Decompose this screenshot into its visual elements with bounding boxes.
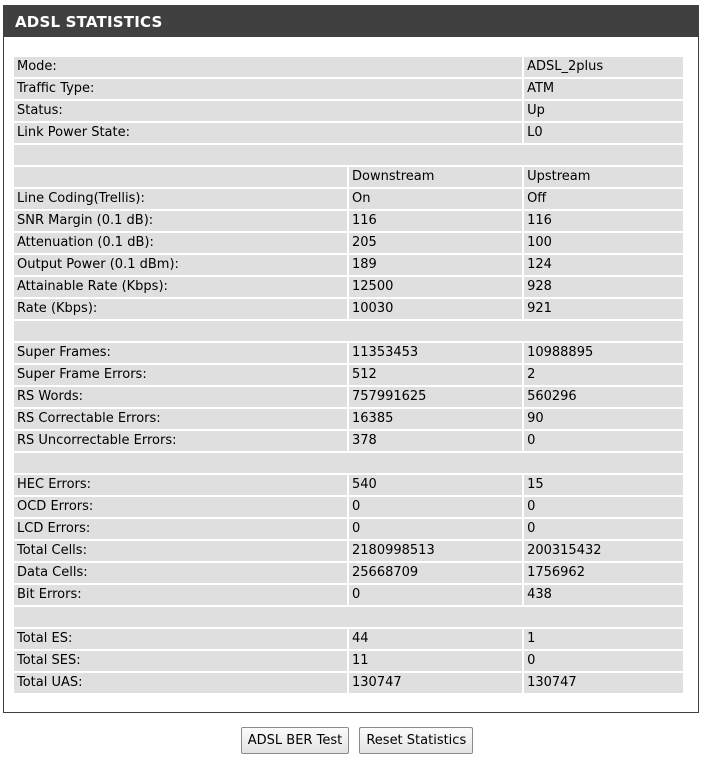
table-row xyxy=(14,233,683,253)
adsl-statistics-table xyxy=(12,55,685,695)
table-row xyxy=(14,387,683,407)
row-downstream: 16385 xyxy=(349,409,522,429)
link-power-state-value: L0 xyxy=(524,123,683,143)
row-upstream: 560296 xyxy=(524,387,683,407)
row-label: RS Uncorrectable Errors: xyxy=(14,431,347,451)
table-row xyxy=(14,255,683,275)
header-upstream: Upstream xyxy=(524,167,683,187)
row-label: Total UAS: xyxy=(14,673,347,693)
spacer-cell xyxy=(14,453,683,473)
row-upstream: 0 xyxy=(524,497,683,517)
row-upstream: 438 xyxy=(524,585,683,605)
row-upstream: 200315432 xyxy=(524,541,683,561)
row-downstream: 512 xyxy=(349,365,522,385)
row-upstream: 0 xyxy=(524,651,683,671)
table-row xyxy=(14,211,683,231)
table-row xyxy=(14,343,683,363)
row-downstream: 0 xyxy=(349,519,522,539)
spacer-row xyxy=(14,453,683,473)
row-label: Super Frames: xyxy=(14,343,347,363)
link-power-state-label: Link Power State: xyxy=(14,123,522,143)
row-downstream: 378 xyxy=(349,431,522,451)
row-downstream: 12500 xyxy=(349,277,522,297)
adsl-ber-test-button[interactable]: ADSL BER Test xyxy=(241,727,349,754)
row-upstream: 1 xyxy=(524,629,683,649)
row-downstream: 2180998513 xyxy=(349,541,522,561)
row-downstream: 10030 xyxy=(349,299,522,319)
row-downstream: 757991625 xyxy=(349,387,522,407)
row-upstream: 10988895 xyxy=(524,343,683,363)
mode-value: ADSL_2plus xyxy=(524,57,683,77)
row-downstream: 130747 xyxy=(349,673,522,693)
row-upstream: 2 xyxy=(524,365,683,385)
column-header-row xyxy=(14,167,683,187)
row-label: Data Cells: xyxy=(14,563,347,583)
traffic-type-value: ATM xyxy=(524,79,683,99)
mode-label: Mode: xyxy=(14,57,522,77)
row-downstream: 11353453 xyxy=(349,343,522,363)
row-upstream: 15 xyxy=(524,475,683,495)
table-row xyxy=(14,673,683,693)
reset-statistics-button[interactable]: Reset Statistics xyxy=(359,727,473,754)
row-label: Attenuation (0.1 dB): xyxy=(14,233,347,253)
row-label: OCD Errors: xyxy=(14,497,347,517)
row-label: Line Coding(Trellis): xyxy=(14,189,347,209)
status-value: Up xyxy=(524,101,683,121)
table-row xyxy=(14,585,683,605)
panel-header xyxy=(4,6,698,37)
row-upstream: 130747 xyxy=(524,673,683,693)
table-row xyxy=(14,563,683,583)
table-row xyxy=(14,497,683,517)
row-downstream: 25668709 xyxy=(349,563,522,583)
spacer-row xyxy=(14,607,683,627)
row-upstream: 0 xyxy=(524,519,683,539)
table-row xyxy=(14,123,683,143)
spacer-row xyxy=(14,321,683,341)
row-label: LCD Errors: xyxy=(14,519,347,539)
row-upstream: 100 xyxy=(524,233,683,253)
row-label: Total ES: xyxy=(14,629,347,649)
row-label: Attainable Rate (Kbps): xyxy=(14,277,347,297)
row-downstream: 0 xyxy=(349,585,522,605)
table-row xyxy=(14,57,683,77)
row-downstream: 540 xyxy=(349,475,522,495)
row-upstream: 928 xyxy=(524,277,683,297)
button-bar xyxy=(0,727,714,754)
spacer-row xyxy=(14,145,683,165)
row-upstream: 116 xyxy=(524,211,683,231)
row-downstream: 205 xyxy=(349,233,522,253)
row-label: Output Power (0.1 dBm): xyxy=(14,255,347,275)
row-downstream: 44 xyxy=(349,629,522,649)
table-row xyxy=(14,541,683,561)
status-label: Status: xyxy=(14,101,522,121)
table-row xyxy=(14,519,683,539)
table-row xyxy=(14,431,683,451)
panel-title: ADSL STATISTICS xyxy=(15,13,163,31)
row-label: HEC Errors: xyxy=(14,475,347,495)
table-row xyxy=(14,277,683,297)
row-upstream: Off xyxy=(524,189,683,209)
row-upstream: 1756962 xyxy=(524,563,683,583)
table-row xyxy=(14,365,683,385)
row-label: RS Correctable Errors: xyxy=(14,409,347,429)
row-downstream: 11 xyxy=(349,651,522,671)
table-row xyxy=(14,475,683,495)
row-label: Rate (Kbps): xyxy=(14,299,347,319)
row-downstream: 0 xyxy=(349,497,522,517)
spacer-cell xyxy=(14,145,683,165)
row-upstream: 0 xyxy=(524,431,683,451)
table-row xyxy=(14,299,683,319)
row-label: Bit Errors: xyxy=(14,585,347,605)
table-row xyxy=(14,651,683,671)
row-label: RS Words: xyxy=(14,387,347,407)
row-downstream: On xyxy=(349,189,522,209)
table-row xyxy=(14,629,683,649)
row-upstream: 124 xyxy=(524,255,683,275)
table-row xyxy=(14,189,683,209)
traffic-type-label: Traffic Type: xyxy=(14,79,522,99)
row-label: SNR Margin (0.1 dB): xyxy=(14,211,347,231)
row-upstream: 90 xyxy=(524,409,683,429)
row-downstream: 116 xyxy=(349,211,522,231)
row-downstream: 189 xyxy=(349,255,522,275)
row-label: Super Frame Errors: xyxy=(14,365,347,385)
table-row xyxy=(14,101,683,121)
spacer-cell xyxy=(14,607,683,627)
row-label: Total SES: xyxy=(14,651,347,671)
table-row xyxy=(14,409,683,429)
table-row xyxy=(14,79,683,99)
row-upstream: 921 xyxy=(524,299,683,319)
row-label: Total Cells: xyxy=(14,541,347,561)
header-empty-cell xyxy=(14,167,347,187)
header-downstream: Downstream xyxy=(349,167,522,187)
spacer-cell xyxy=(14,321,683,341)
